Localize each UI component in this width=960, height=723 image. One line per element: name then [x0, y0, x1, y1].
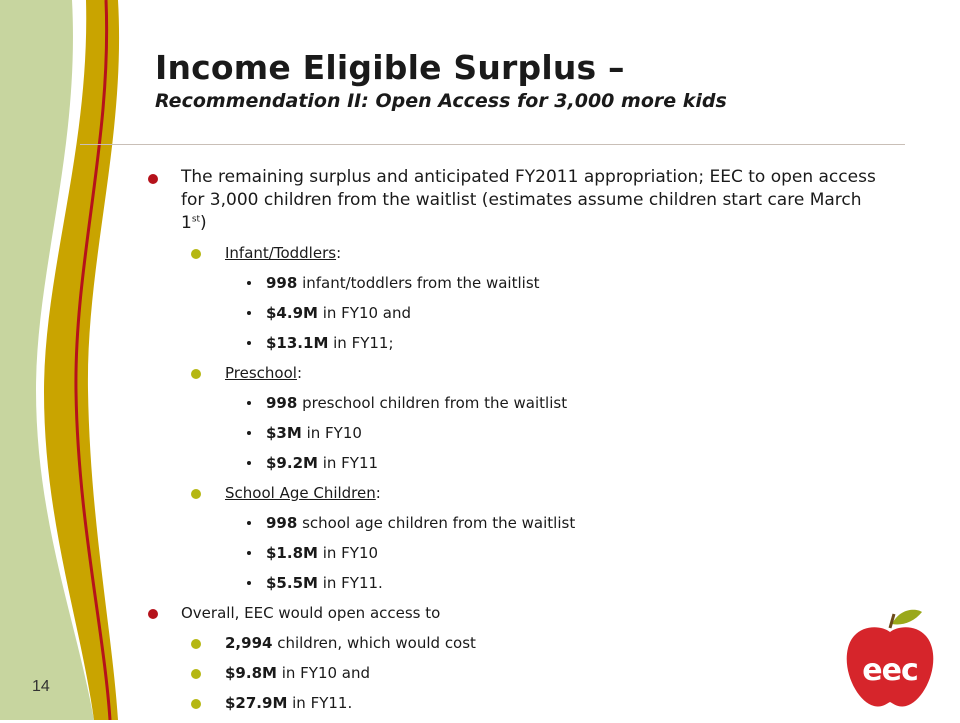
school-age-colon: :	[375, 484, 381, 502]
value-bold: 998	[266, 514, 298, 532]
value-text: in FY11.	[317, 574, 383, 592]
value-bold: $9.2M	[266, 454, 318, 472]
value-bold: 2,994	[225, 634, 273, 652]
value-text: infant/toddlers from the waitlist	[297, 274, 540, 292]
eec-apple-logo	[840, 602, 940, 712]
value-bold: 998	[266, 274, 298, 292]
value-text: in FY10	[301, 424, 362, 442]
value-text: in FY10 and	[317, 304, 412, 322]
bullet-dot	[247, 281, 251, 285]
list-item	[148, 303, 888, 323]
list-item	[148, 633, 888, 653]
bullet-dot	[247, 461, 251, 465]
infant-heading: Infant/Toddlers	[225, 244, 337, 262]
value-bold: $4.9M	[266, 304, 318, 322]
page-number: 14	[32, 678, 50, 695]
bullet-dot	[148, 609, 158, 619]
bullet-dot	[191, 669, 201, 679]
value-bold: $3M	[266, 424, 302, 442]
list-item	[148, 423, 888, 443]
list-item	[148, 453, 888, 473]
bullet-dot	[247, 431, 251, 435]
bullet-dot	[247, 401, 251, 405]
intro-close: )	[200, 213, 207, 233]
slide-title: Income Eligible Surplus –	[155, 48, 625, 87]
bullet-dot	[247, 551, 251, 555]
list-item	[148, 693, 888, 713]
list-item	[148, 543, 888, 563]
list-item	[148, 663, 888, 683]
bullet-intro	[148, 166, 888, 235]
value-bold: $13.1M	[266, 334, 329, 352]
preschool-colon: :	[296, 364, 303, 382]
intro-text: The remaining surplus and anticipated FY2011 appropriation; EEC to open access for 3,000 children from the waitlist (estimates assume children start care March 1	[181, 167, 876, 233]
list-item	[148, 273, 888, 293]
value-text: in FY11.	[287, 694, 353, 712]
value-text: school age children from the waitlist	[297, 514, 576, 532]
bullet-infant-toddlers	[148, 243, 888, 263]
bullet-dot	[247, 521, 251, 525]
value-text: in FY10	[317, 544, 379, 562]
value-text: in FY10 and	[276, 664, 371, 682]
list-item	[148, 573, 888, 593]
infant-colon: :	[336, 244, 342, 262]
bullet-dot	[148, 174, 158, 184]
bullet-dot	[191, 639, 201, 649]
value-text: in FY11	[317, 454, 379, 472]
overall-text: Overall, EEC would open access to	[181, 604, 441, 622]
bullet-dot	[247, 311, 251, 315]
preschool-heading: Preschool	[225, 364, 297, 382]
bullet-preschool	[148, 363, 888, 383]
value-bold: $1.8M	[266, 544, 318, 562]
slide-subtitle: Recommendation II: Open Access for 3,000 more kids	[155, 90, 727, 112]
list-item	[148, 393, 888, 413]
value-bold: 998	[266, 394, 298, 412]
value-text: preschool children from the waitlist	[297, 394, 568, 412]
value-text: children, which would cost	[272, 634, 476, 652]
title-block	[155, 48, 920, 114]
bullet-dot	[191, 249, 201, 259]
bullet-dot	[191, 699, 201, 709]
bullet-dot	[247, 581, 251, 585]
list-item	[148, 513, 888, 533]
value-bold: $27.9M	[225, 694, 288, 712]
school-age-heading: School Age Children	[225, 484, 376, 502]
logo-text: eec	[862, 653, 918, 688]
bullet-list	[148, 166, 888, 723]
value-bold: $5.5M	[266, 574, 318, 592]
intro-superscript: st	[191, 214, 201, 225]
title-divider	[80, 144, 905, 145]
bullet-dot	[191, 369, 201, 379]
bullet-dot	[191, 489, 201, 499]
bullet-school-age	[148, 483, 888, 503]
bullet-dot	[247, 341, 251, 345]
list-item	[148, 333, 888, 353]
apple-stem-icon	[890, 614, 894, 628]
value-text: in FY11;	[328, 334, 394, 352]
value-bold: $9.8M	[225, 664, 277, 682]
apple-leaf-icon	[892, 610, 922, 625]
sidebar-decoration	[0, 0, 140, 720]
bullet-overall	[148, 603, 888, 623]
